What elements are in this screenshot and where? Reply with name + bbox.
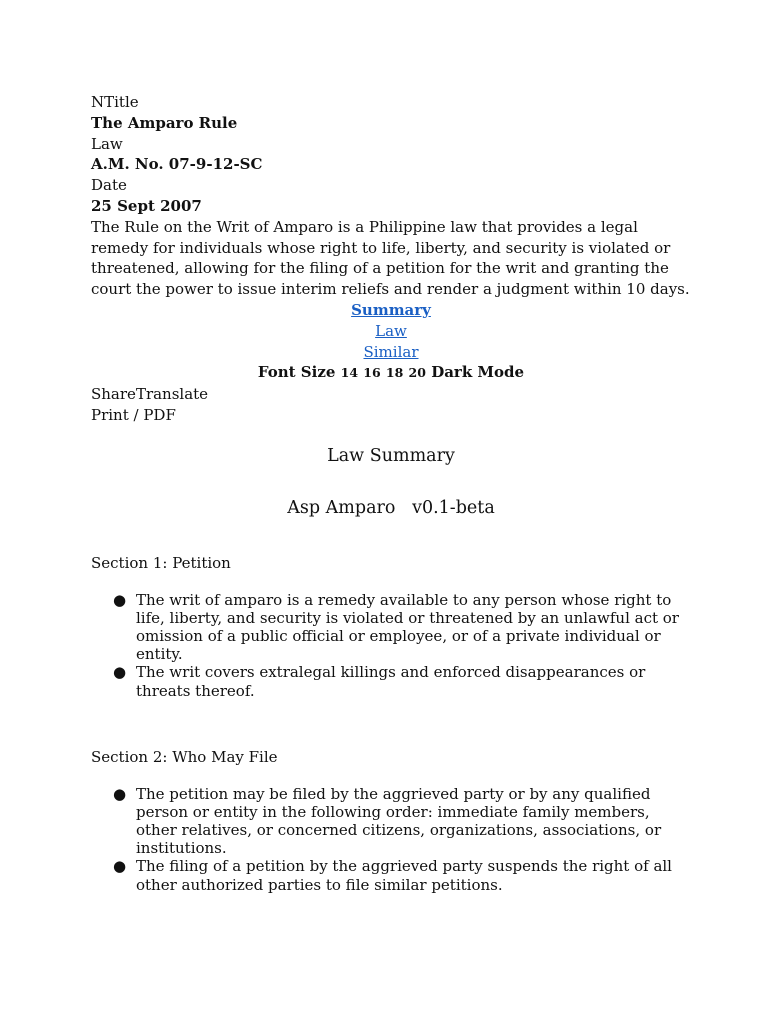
- law-description: The Rule on the Writ of Amparo is a Philippine law that provides a legal remedy for individuals whose right to life, liberty, and security is violated or threatened, allowing for the filing of a petition for the writ and granting the court the power to issue interim reliefs and render a judgment within 10 days.: [91, 217, 690, 299]
- bullet-icon: ●: [113, 784, 127, 803]
- font-size-controls: [91, 362, 691, 384]
- section-1-title: Section 1: Petition: [91, 553, 231, 572]
- summary-subtitle: Asp Amparo v0.1-beta: [287, 497, 495, 518]
- bullet-icon: ●: [113, 857, 127, 876]
- law-number: A.M. No. 07-9-12-SC: [91, 155, 263, 174]
- bullet-text: The filing of a petition by the aggrieved party suspends the right of all other authorized parties to file similar petitions.: [136, 857, 672, 894]
- share-button[interactable]: Share: [91, 385, 136, 404]
- bullet-icon: ●: [113, 663, 127, 682]
- summary-title: Law Summary: [327, 445, 455, 466]
- dark-mode-toggle[interactable]: Dark Mode: [431, 363, 525, 382]
- document-content: [91, 92, 691, 894]
- law-label: Law: [91, 134, 123, 153]
- similar-link[interactable]: Similar: [363, 342, 419, 361]
- law-link[interactable]: Law: [375, 321, 407, 340]
- bullet-icon: ●: [113, 590, 127, 609]
- list-item: [91, 663, 691, 699]
- ntitle-label: NTitle: [91, 93, 139, 111]
- font-size-16-option[interactable]: 16: [363, 365, 381, 381]
- section-2-title: Section 2: Who May File: [91, 747, 278, 766]
- bullet-text: The writ covers extralegal killings and enforced disappearances or threats thereof.: [136, 663, 646, 700]
- section-2-list: [91, 785, 691, 894]
- font-size-14-option[interactable]: 14: [340, 365, 359, 381]
- list-item: [91, 857, 691, 893]
- list-item: [91, 591, 691, 664]
- bullet-text: The petition may be filed by the aggrieved party or by any qualified person or entity in the following order: immediate family members, other relatives, or concerned citizens, organizations, associations, or institutions.: [136, 784, 662, 858]
- law-title: The Amparo Rule: [91, 113, 238, 132]
- translate-button[interactable]: Translate: [135, 385, 209, 404]
- font-size-20-option[interactable]: 20: [408, 365, 426, 381]
- share-translate-row: [91, 384, 691, 405]
- section-1-list: [91, 591, 691, 700]
- print-pdf-button[interactable]: Print / PDF: [91, 405, 176, 424]
- date-label: Date: [91, 176, 127, 195]
- summary-link[interactable]: Summary: [351, 300, 431, 319]
- print-row: [91, 405, 691, 426]
- list-item: [91, 785, 691, 858]
- nav-links: [91, 300, 691, 362]
- font-size-18-option[interactable]: 18: [385, 365, 404, 381]
- bullet-text: The writ of amparo is a remedy available to any person whose right to life, liberty, and security is violated or threatened by an unlawful act or omission of a public official or employee, or of a private individual or entity.: [136, 590, 679, 664]
- font-size-label: Font Size: [257, 363, 336, 382]
- law-date: 25 Sept 2007: [91, 196, 202, 215]
